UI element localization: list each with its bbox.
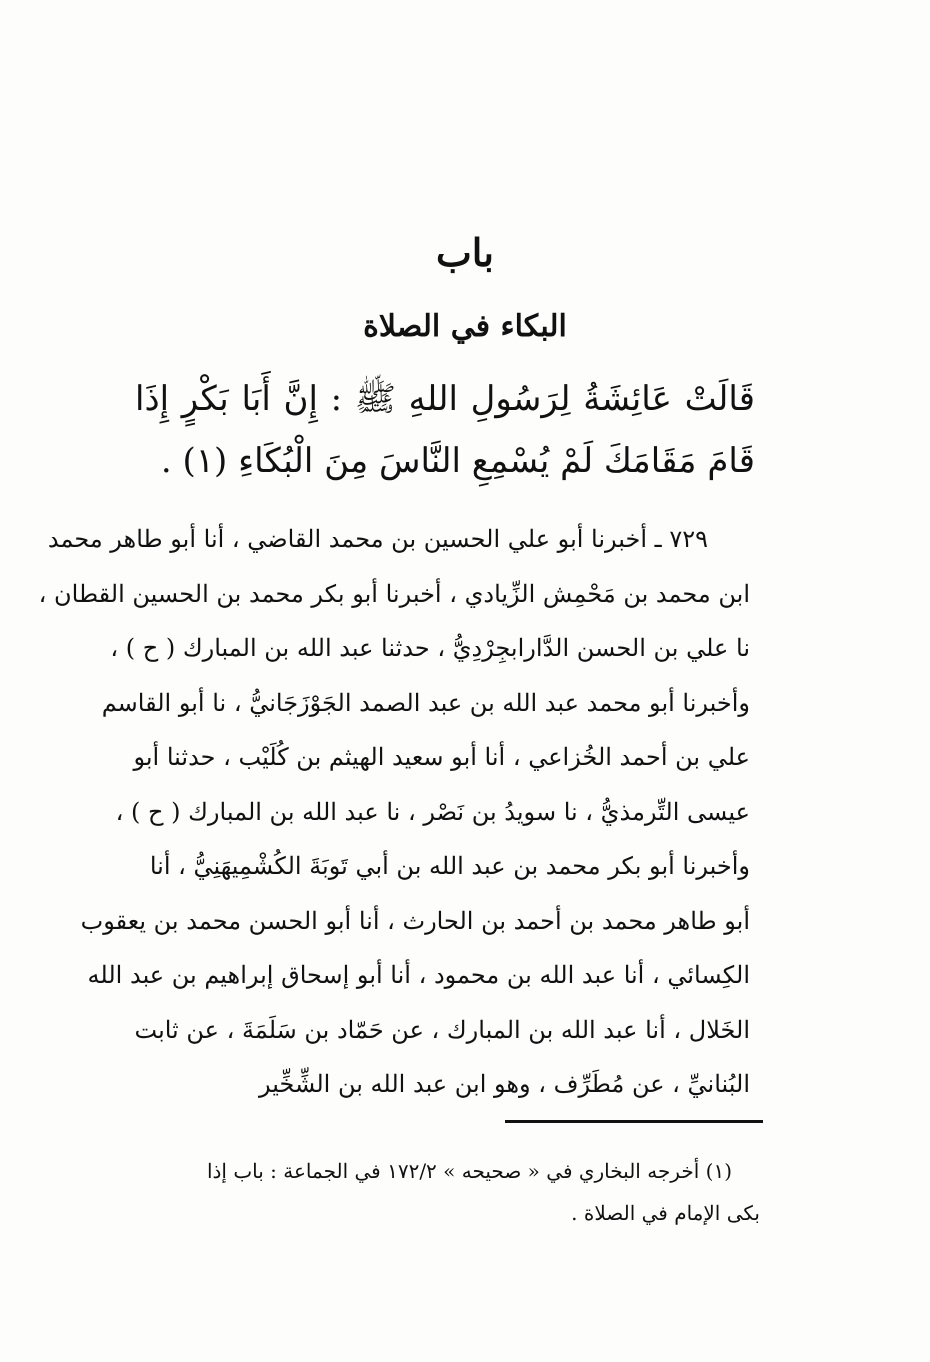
footnote-divider: [505, 1120, 763, 1123]
body-line: الكِسائي ، أنا عبد الله بن محمود ، أنا أبو إسحاق إبراهيم بن عبد الله: [87, 961, 750, 989]
body-line: وأخبرنا أبو بكر محمد بن عبد الله بن أبي تَوبَةَ الكُشْمِيهَنِيُّ ، أنا: [149, 852, 750, 880]
body-line: ٧٢٩ ـ أخبرنا أبو علي الحسين بن محمد القاضي ، أنا أبو طاهر محمد: [47, 525, 708, 553]
footnote-line: (١) أخرجه البخاري في « صحيحه » ١٧٢/٢ في الجماعة : باب إذا: [206, 1159, 732, 1183]
body-line: وأخبرنا أبو محمد عبد الله بن عبد الصمد الجَوْزَجَانيُّ ، نا أبو القاسم: [101, 688, 750, 717]
body-line: عيسى التِّرمذيُّ ، نا سويدُ بن نَصْر ، نا عبد الله بن المبارك ( ح ) ،: [115, 797, 750, 826]
body-line: الخَلال ، أنا عبد الله بن المبارك ، عن حَمّاد بن سَلَمَةَ ، عن ثابت: [134, 1015, 750, 1044]
isnad-paragraph: [38, 512, 750, 1112]
body-line: نا علي بن الحسن الدَّارابجِرْدِيُّ ، حدثنا عبد الله بن المبارك ( ح ) ،: [110, 634, 750, 662]
footnote-line: بكى الإمام في الصلاة .: [571, 1201, 760, 1225]
hadith-quote: قَالَتْ عَائِشَةُ لِرَسُولِ اللهِ ﷺ : إِنَّ أَبَا بَكْرٍ إِذَا قَامَ مَقَامَكَ لَمْ يُسْمِعِ النَّاسَ مِنَ الْبُكَاءِ (١) .: [135, 379, 755, 481]
chapter-subheading: البكاء في الصلاة: [363, 309, 567, 344]
body-line: البُنانيِّ ، عن مُطَرِّف ، وهو ابن عبد الله بن الشِّخِّير: [258, 1070, 750, 1098]
chapter-heading: باب: [436, 230, 494, 275]
body-line: ابن محمد بن مَحْمِش الزِّيادي ، أخبرنا أبو بكر محمد بن الحسين القطان ،: [38, 579, 750, 608]
footnote: [110, 1150, 760, 1234]
body-line: علي بن أحمد الخُزاعي ، أنا أبو سعيد الهيثم بن كُلَيْب ، حدثنا أبو: [133, 743, 750, 771]
body-line: أبو طاهر محمد بن أحمد بن الحارث ، أنا أبو الحسن محمد بن يعقوب: [80, 906, 750, 935]
